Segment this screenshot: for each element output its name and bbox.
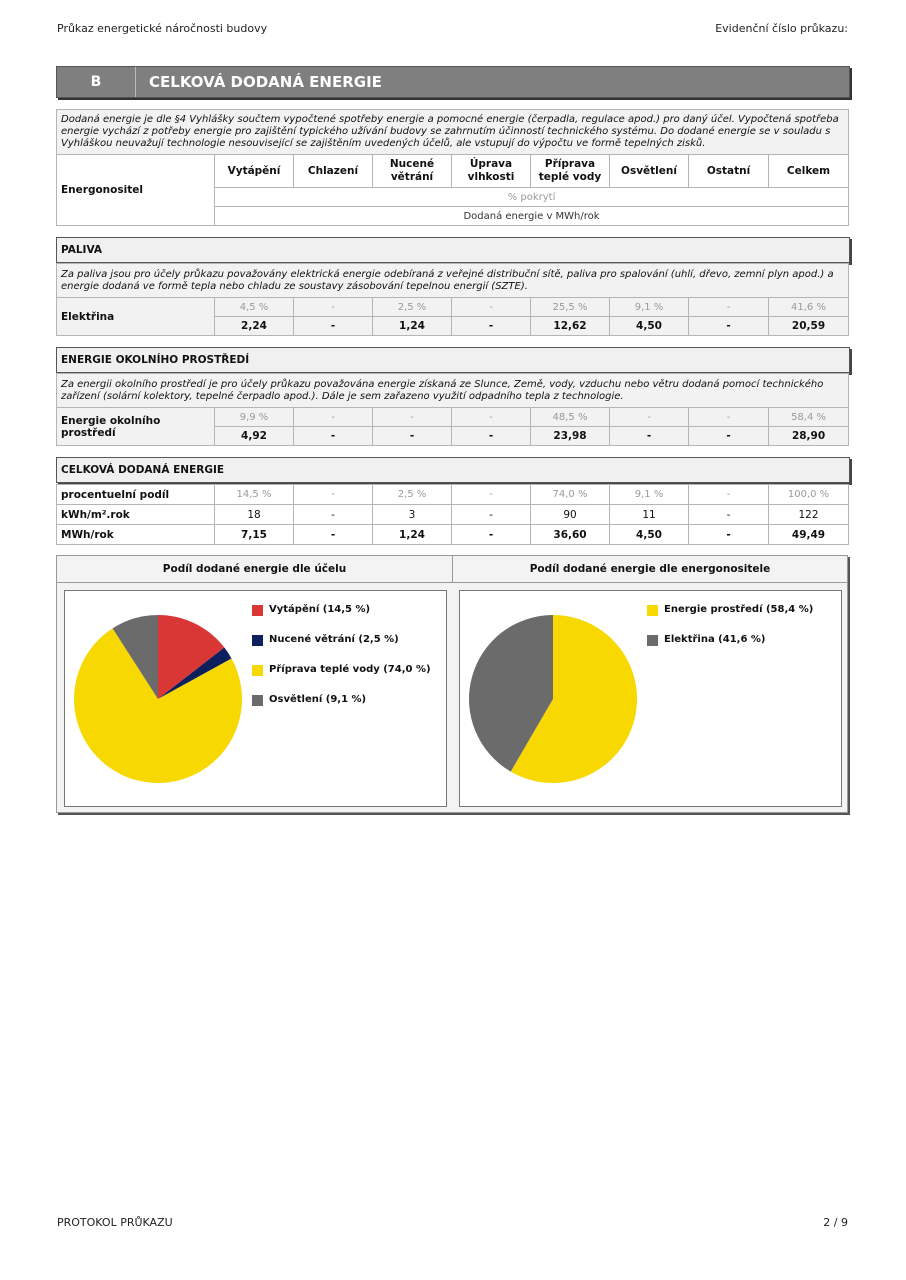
- paliva-table: [56, 263, 849, 336]
- chart-title-purpose: Podíl dodané energie dle účelu: [57, 556, 453, 583]
- col-header: Ostatní: [689, 155, 769, 188]
- mwh-cell: -: [294, 317, 373, 336]
- legend-swatch: [647, 635, 658, 646]
- col-header: Vytápění: [215, 155, 294, 188]
- kwh-label: kWh/m².rok: [57, 505, 215, 525]
- energonositel-label: Energonositel: [57, 155, 215, 226]
- chart-title-carrier: Podíl dodané energie dle energonositele: [453, 556, 847, 583]
- celkova-section-bar: [56, 457, 850, 483]
- legend-label: Osvětlení (9,1 %): [269, 694, 367, 705]
- mwh-cell: -: [294, 525, 373, 545]
- legend-item: [252, 694, 431, 724]
- mwh-cell: 2,24: [215, 317, 294, 336]
- energy-unit-subheader: Dodaná energie v MWh/rok: [215, 207, 849, 226]
- mwh-cell: 4,92: [215, 427, 294, 446]
- charts-panel: [56, 555, 848, 813]
- legend-item: [647, 604, 813, 634]
- pct-cell: 2,5 %: [373, 298, 452, 317]
- mwh-cell: -: [689, 525, 769, 545]
- pct-cell: -: [294, 298, 373, 317]
- paliva-title: PALIVA: [61, 244, 102, 256]
- pct-cell: -: [294, 408, 373, 427]
- section-header: [56, 66, 850, 98]
- celkova-title: CELKOVÁ DODANÁ ENERGIE: [61, 464, 225, 476]
- col-header: Celkem: [769, 155, 849, 188]
- chart-carrier: [459, 590, 842, 807]
- pct-cell: -: [373, 408, 452, 427]
- kwh-cell: -: [294, 505, 373, 525]
- legend-swatch: [252, 695, 263, 706]
- legend-swatch: [647, 605, 658, 616]
- elektrina-label: Elektřina: [57, 298, 215, 336]
- footer-protocol: PROTOKOL PRŮKAZU: [57, 1216, 173, 1229]
- okolni-title: ENERGIE OKOLNÍHO PROSTŘEDÍ: [61, 354, 250, 366]
- legend-item: [252, 604, 431, 634]
- col-header: Příprava teplé vody: [531, 155, 610, 188]
- mwh-cell: -: [452, 427, 531, 446]
- share-cell: -: [689, 485, 769, 505]
- celkova-table: [56, 484, 849, 545]
- share-label: procentuelní podíl: [57, 485, 215, 505]
- legend-label: Nucené větrání (2,5 %): [269, 634, 399, 645]
- mwh-cell: -: [689, 427, 769, 446]
- share-cell: 74,0 %: [531, 485, 610, 505]
- mwh-cell: -: [689, 317, 769, 336]
- share-cell: -: [294, 485, 373, 505]
- legend-swatch: [252, 665, 263, 676]
- pct-cell: -: [689, 298, 769, 317]
- share-cell: 100,0 %: [769, 485, 849, 505]
- col-header: Úprava vlhkosti: [452, 155, 531, 188]
- pct-cell: -: [610, 408, 689, 427]
- share-cell: 9,1 %: [610, 485, 689, 505]
- legend-purpose: [252, 604, 431, 724]
- mwh-cell: 49,49: [769, 525, 849, 545]
- kwh-cell: 3: [373, 505, 452, 525]
- pct-cell: 9,9 %: [215, 408, 294, 427]
- legend-label: Energie prostředí (58,4 %): [664, 604, 814, 615]
- mwh-cell: 7,15: [215, 525, 294, 545]
- legend-item: [647, 634, 813, 664]
- evidence-number-label: Evidenční číslo průkazu:: [715, 22, 848, 35]
- pct-cell: -: [452, 408, 531, 427]
- pct-cell: 48,5 %: [531, 408, 610, 427]
- doc-title: Průkaz energetické náročnosti budovy: [57, 22, 268, 35]
- pct-cell: 58,4 %: [769, 408, 849, 427]
- mwh-cell: 1,24: [373, 525, 452, 545]
- mwh-cell: 4,50: [610, 525, 689, 545]
- mwh-cell: 28,90: [769, 427, 849, 446]
- paliva-section-bar: [56, 237, 850, 263]
- legend-item: [252, 664, 431, 694]
- mwh-cell: -: [452, 525, 531, 545]
- kwh-cell: 18: [215, 505, 294, 525]
- col-header: Osvětlení: [610, 155, 689, 188]
- legend-label: Příprava teplé vody (74,0 %): [269, 664, 431, 675]
- mwh-cell: -: [452, 317, 531, 336]
- col-header: Nucené větrání: [373, 155, 452, 188]
- section-letter: B: [57, 67, 136, 97]
- kwh-cell: 122: [769, 505, 849, 525]
- mwh-cell: 12,62: [531, 317, 610, 336]
- pct-cell: -: [452, 298, 531, 317]
- page-number: 2 / 9: [823, 1216, 848, 1229]
- section-title: CELKOVÁ DODANÁ ENERGIE: [149, 73, 382, 91]
- coverage-subheader: % pokrytí: [215, 188, 849, 207]
- kwh-cell: -: [689, 505, 769, 525]
- kwh-cell: 90: [531, 505, 610, 525]
- share-cell: -: [452, 485, 531, 505]
- chart-purpose: [64, 590, 447, 807]
- pct-cell: 4,5 %: [215, 298, 294, 317]
- pie-chart-purpose: [65, 591, 255, 806]
- legend-swatch: [252, 635, 263, 646]
- legend-label: Vytápění (14,5 %): [269, 604, 371, 615]
- intro-table: [56, 109, 849, 226]
- legend-label: Elektřina (41,6 %): [664, 634, 766, 645]
- mwh-cell: 20,59: [769, 317, 849, 336]
- pct-cell: 41,6 %: [769, 298, 849, 317]
- mwh-cell: -: [610, 427, 689, 446]
- mwh-cell: 4,50: [610, 317, 689, 336]
- mwh-cell: 23,98: [531, 427, 610, 446]
- kwh-cell: -: [452, 505, 531, 525]
- legend-item: [252, 634, 431, 664]
- intro-description: Dodaná energie je dle §4 Vyhlášky součtem vypočtené spotřeby energie a pomocné energie (čerpadla, regulace apod.) pro daný účel. Vypočtená spotřeba energie vychází z potřeby energie pro zajištění typického užívání budovy se zahrnutím účinností technického systému. Do dodané energie se v souladu s Vyhláškou neuvažují technologie nesouvisející se zajištěním uvedených účelů, ale vstupují do výpočtu ve formě tepelných zisků.: [57, 110, 849, 155]
- okolni-description: Za energii okolního prostředí je pro účely průkazu považována energie získaná ze Slunce, Země, vody, vzduchu nebo větru dodaná pomocí technického zařízení (solární kolektory, tepelné čerpadlo apod.). Dále je sem zařazeno využití odpadního tepla z technologie.: [57, 374, 849, 408]
- okolni-label: Energie okolního prostředí: [57, 408, 215, 446]
- mwh-label: MWh/rok: [57, 525, 215, 545]
- legend-swatch: [252, 605, 263, 616]
- paliva-description: Za paliva jsou pro účely průkazu považovány elektrická energie odebíraná z veřejné distribuční sítě, paliva pro spalování (uhlí, dřevo, zemní plyn apod.) a energie dodaná ve formě tepla nebo chladu ze soustavy zásobování tepelnou energií (SZTE).: [57, 264, 849, 298]
- kwh-cell: 11: [610, 505, 689, 525]
- mwh-cell: -: [294, 427, 373, 446]
- okolni-table: [56, 373, 849, 446]
- pct-cell: -: [689, 408, 769, 427]
- mwh-cell: 1,24: [373, 317, 452, 336]
- okolni-section-bar: [56, 347, 850, 373]
- share-cell: 14,5 %: [215, 485, 294, 505]
- mwh-cell: -: [373, 427, 452, 446]
- col-header: Chlazení: [294, 155, 373, 188]
- pie-chart-carrier: [460, 591, 650, 806]
- legend-carrier: [647, 604, 813, 664]
- share-cell: 2,5 %: [373, 485, 452, 505]
- mwh-cell: 36,60: [531, 525, 610, 545]
- pct-cell: 25,5 %: [531, 298, 610, 317]
- pct-cell: 9,1 %: [610, 298, 689, 317]
